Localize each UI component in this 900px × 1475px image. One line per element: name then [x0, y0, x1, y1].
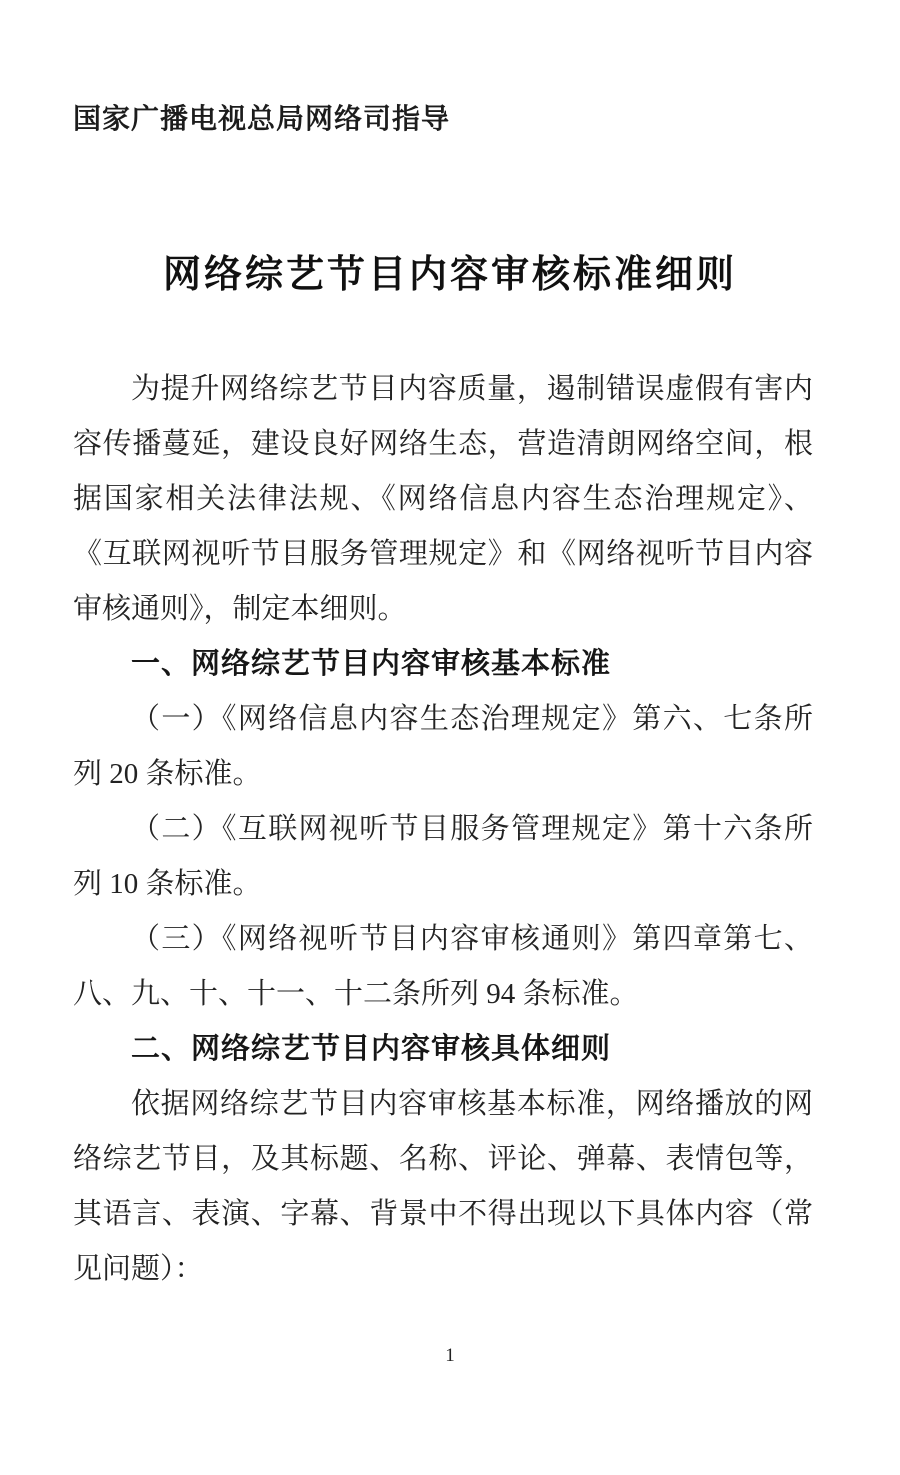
document-title: 网络综艺节目内容审核标准细则 [162, 254, 737, 296]
intro-line-4: 《互联网视听节目服务管理规定》和《网络视听节目内容 [73, 538, 813, 570]
intro-line-5: 审核通则》，制定本细则。 [73, 593, 407, 625]
intro-line-1: 为提升网络综艺节目内容质量，遏制错误虚假有害内 [131, 373, 813, 405]
section-1-item-3-line-2: 八、九、十、十一、十二条所列 94 条标准。 [73, 978, 639, 1010]
page-number: 1 [445, 1345, 455, 1366]
intro-line-3: 据国家相关法律法规、《网络信息内容生态治理规定》、 [73, 483, 813, 515]
section-1-item-2-line-1: （二）《互联网视听节目服务管理规定》第十六条所 [131, 813, 813, 845]
section-1-item-2-line-2: 列 10 条标准。 [73, 868, 262, 900]
section-2-paragraph-line-3: 其语言、表演、字幕、背景中不得出现以下具体内容（常 [73, 1198, 813, 1230]
section-1-item-1-line-1: （一）《网络信息内容生态治理规定》第六、七条所 [131, 703, 813, 735]
section-1-item-1-line-2: 列 20 条标准。 [73, 758, 262, 790]
header-note: 国家广播电视总局网络司指导 [73, 104, 451, 135]
document-body [73, 362, 813, 1297]
section-2-paragraph-line-2: 络综艺节目，及其标题、名称、评论、弹幕、表情包等， [73, 1143, 813, 1175]
intro-line-2: 容传播蔓延，建设良好网络生态，营造清朗网络空间，根 [73, 428, 813, 460]
section-2-paragraph-line-1: 依据网络综艺节目内容审核基本标准，网络播放的网 [131, 1088, 813, 1120]
section-2-heading: 二、网络综艺节目内容审核具体细则 [131, 1033, 612, 1065]
section-1-item-3-line-1: （三）《网络视听节目内容审核通则》第四章第七、 [131, 923, 813, 955]
section-2-paragraph-line-4: 见问题）： [73, 1253, 204, 1285]
section-1-heading: 一、网络综艺节目内容审核基本标准 [131, 648, 612, 680]
